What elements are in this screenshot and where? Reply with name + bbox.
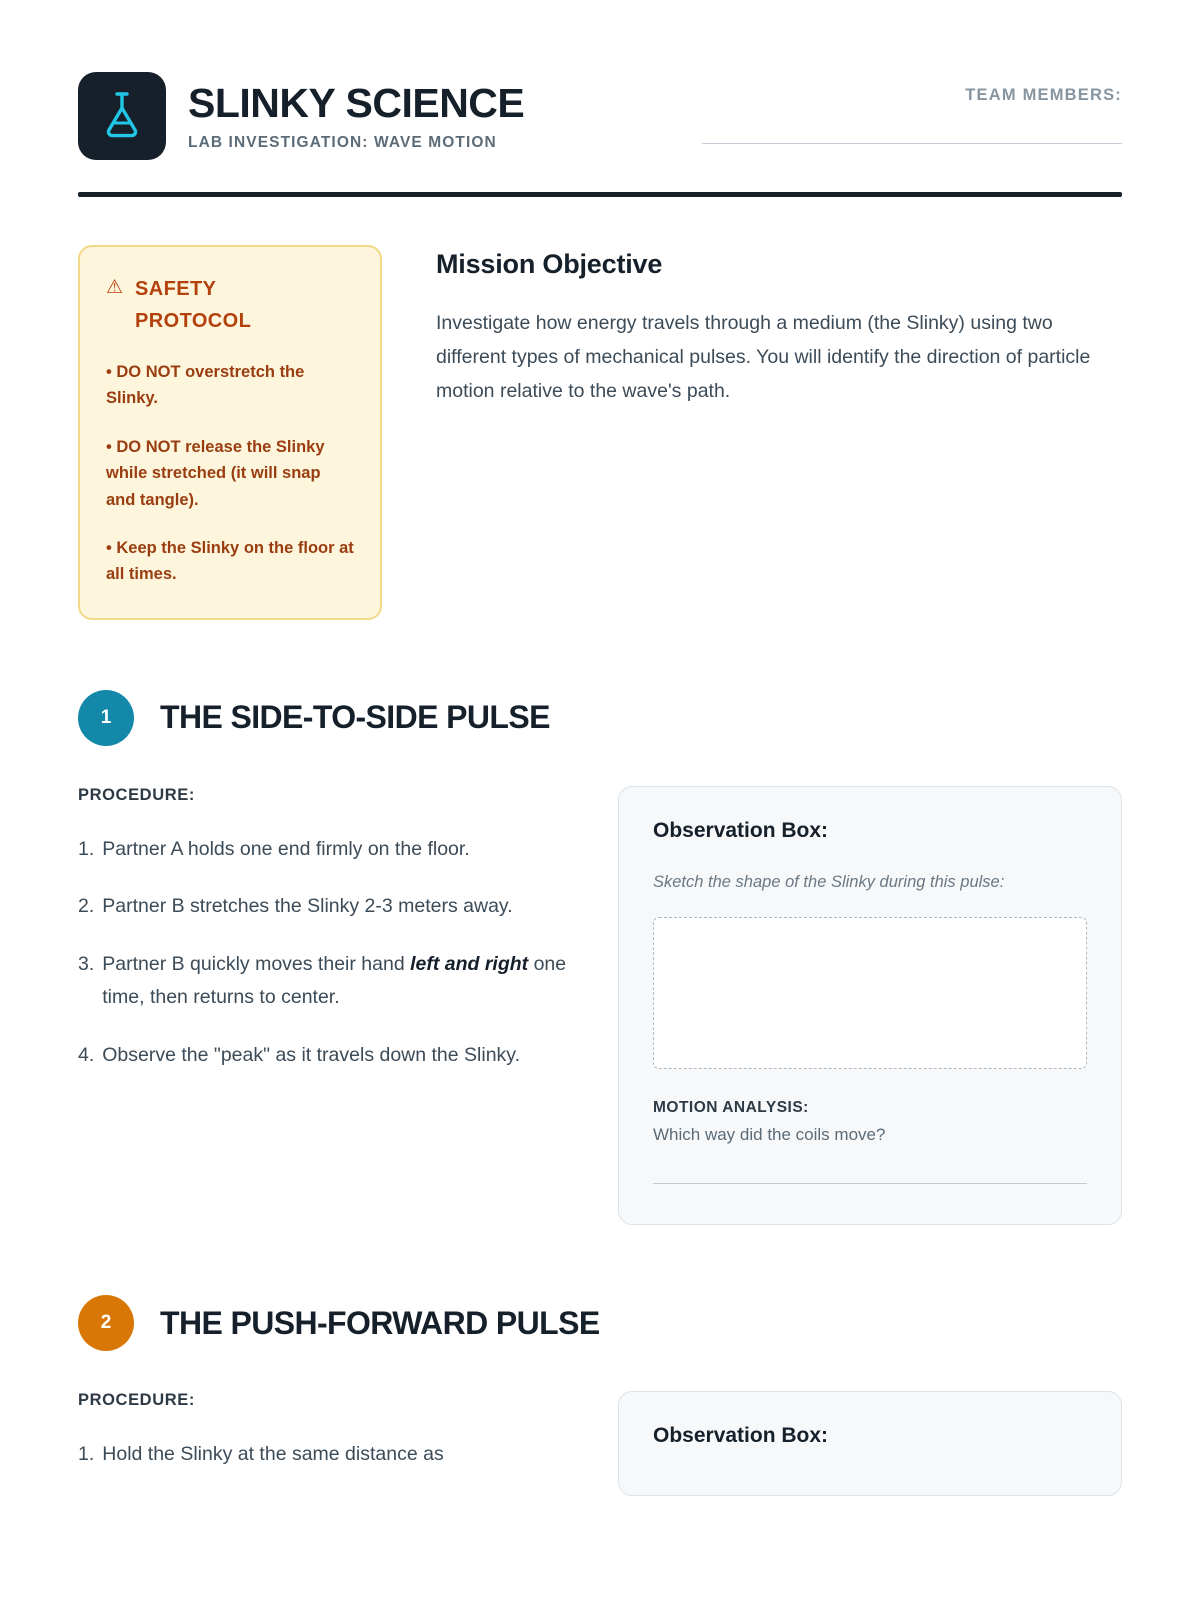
procedure-step	[78, 1039, 568, 1073]
header-divider	[78, 192, 1122, 197]
procedure-step	[78, 1438, 568, 1472]
brand	[78, 72, 524, 160]
mission-objective	[436, 245, 1122, 620]
procedure-label: PROCEDURE:	[78, 785, 195, 804]
section-2-number-badge: 2	[78, 1295, 134, 1351]
answer-writeline[interactable]	[653, 1183, 1087, 1184]
motion-analysis-label: MOTION ANALYSIS:	[653, 1099, 809, 1117]
page-title: SLINKY SCIENCE	[188, 79, 525, 126]
procedure-step	[78, 948, 568, 1015]
step-number: 1.	[78, 837, 95, 860]
motion-analysis-question: Which way did the coils move?	[653, 1125, 886, 1145]
team-members-field[interactable]	[702, 72, 1122, 144]
observation-box-title: Observation Box:	[653, 1424, 829, 1448]
logo-tile	[78, 72, 166, 160]
section-1-procedure	[78, 786, 568, 1225]
warning-triangle-icon: ⚠	[106, 277, 124, 298]
step-number: 2.	[78, 895, 95, 918]
procedure-step	[78, 890, 568, 924]
safety-item: • DO NOT overstretch the Slinky.	[106, 363, 305, 408]
step-number: 1.	[78, 1443, 95, 1466]
safety-protocol-card	[78, 245, 382, 620]
procedure-label: PROCEDURE:	[78, 1391, 195, 1410]
section-2-title: THE PUSH-FORWARD PULSE	[160, 1304, 600, 1341]
safety-protocol-title: SAFETY PROTOCOL	[135, 278, 252, 332]
page-header	[78, 0, 1122, 160]
mission-objective-title: Mission Objective	[436, 249, 663, 279]
intro-row	[78, 245, 1122, 620]
step-number: 4.	[78, 1043, 95, 1066]
flask-icon	[100, 90, 144, 143]
step-text: Partner B quickly moves their hand left and right one time, then returns to center.	[102, 952, 567, 1009]
observation-box-title: Observation Box:	[653, 818, 829, 842]
step-number: 3.	[78, 952, 95, 975]
section-2-procedure	[78, 1391, 568, 1496]
section-1	[78, 690, 1122, 1225]
sketch-area[interactable]	[653, 917, 1087, 1069]
safety-item: • DO NOT release the Slinky while stretched (it will snap and tangle).	[106, 437, 325, 509]
step-text: Partner B stretches the Slinky 2-3 meters away.	[102, 895, 513, 918]
team-members-writeline[interactable]	[702, 143, 1122, 144]
section-2-observation-box	[618, 1391, 1122, 1496]
section-2	[78, 1295, 1122, 1496]
step-text: Observe the "peak" as it travels down the Slinky.	[102, 1043, 521, 1066]
mission-objective-body: Investigate how energy travels through a medium (the Slinky) using two different types of mechanical pulses. You will identify the direction of particle motion relative to the wave's path.	[436, 312, 1091, 403]
safety-item: • Keep the Slinky on the floor at all times.	[106, 538, 354, 584]
section-1-title: THE SIDE-TO-SIDE PULSE	[160, 699, 550, 736]
section-1-header	[78, 690, 1122, 746]
page-subtitle: LAB INVESTIGATION: WAVE MOTION	[188, 133, 497, 151]
procedure-step	[78, 833, 568, 867]
step-emphasis: left and right	[410, 952, 529, 975]
step-text: Partner A holds one end firmly on the floor.	[102, 837, 470, 860]
step-text: Hold the Slinky at the same distance as	[102, 1443, 444, 1466]
team-members-label: TEAM MEMBERS:	[965, 86, 1122, 104]
section-1-observation-box	[618, 786, 1122, 1225]
section-1-number-badge: 1	[78, 690, 134, 746]
observation-sketch-hint: Sketch the shape of the Slinky during this pulse:	[653, 872, 1005, 891]
section-2-header	[78, 1295, 1122, 1351]
